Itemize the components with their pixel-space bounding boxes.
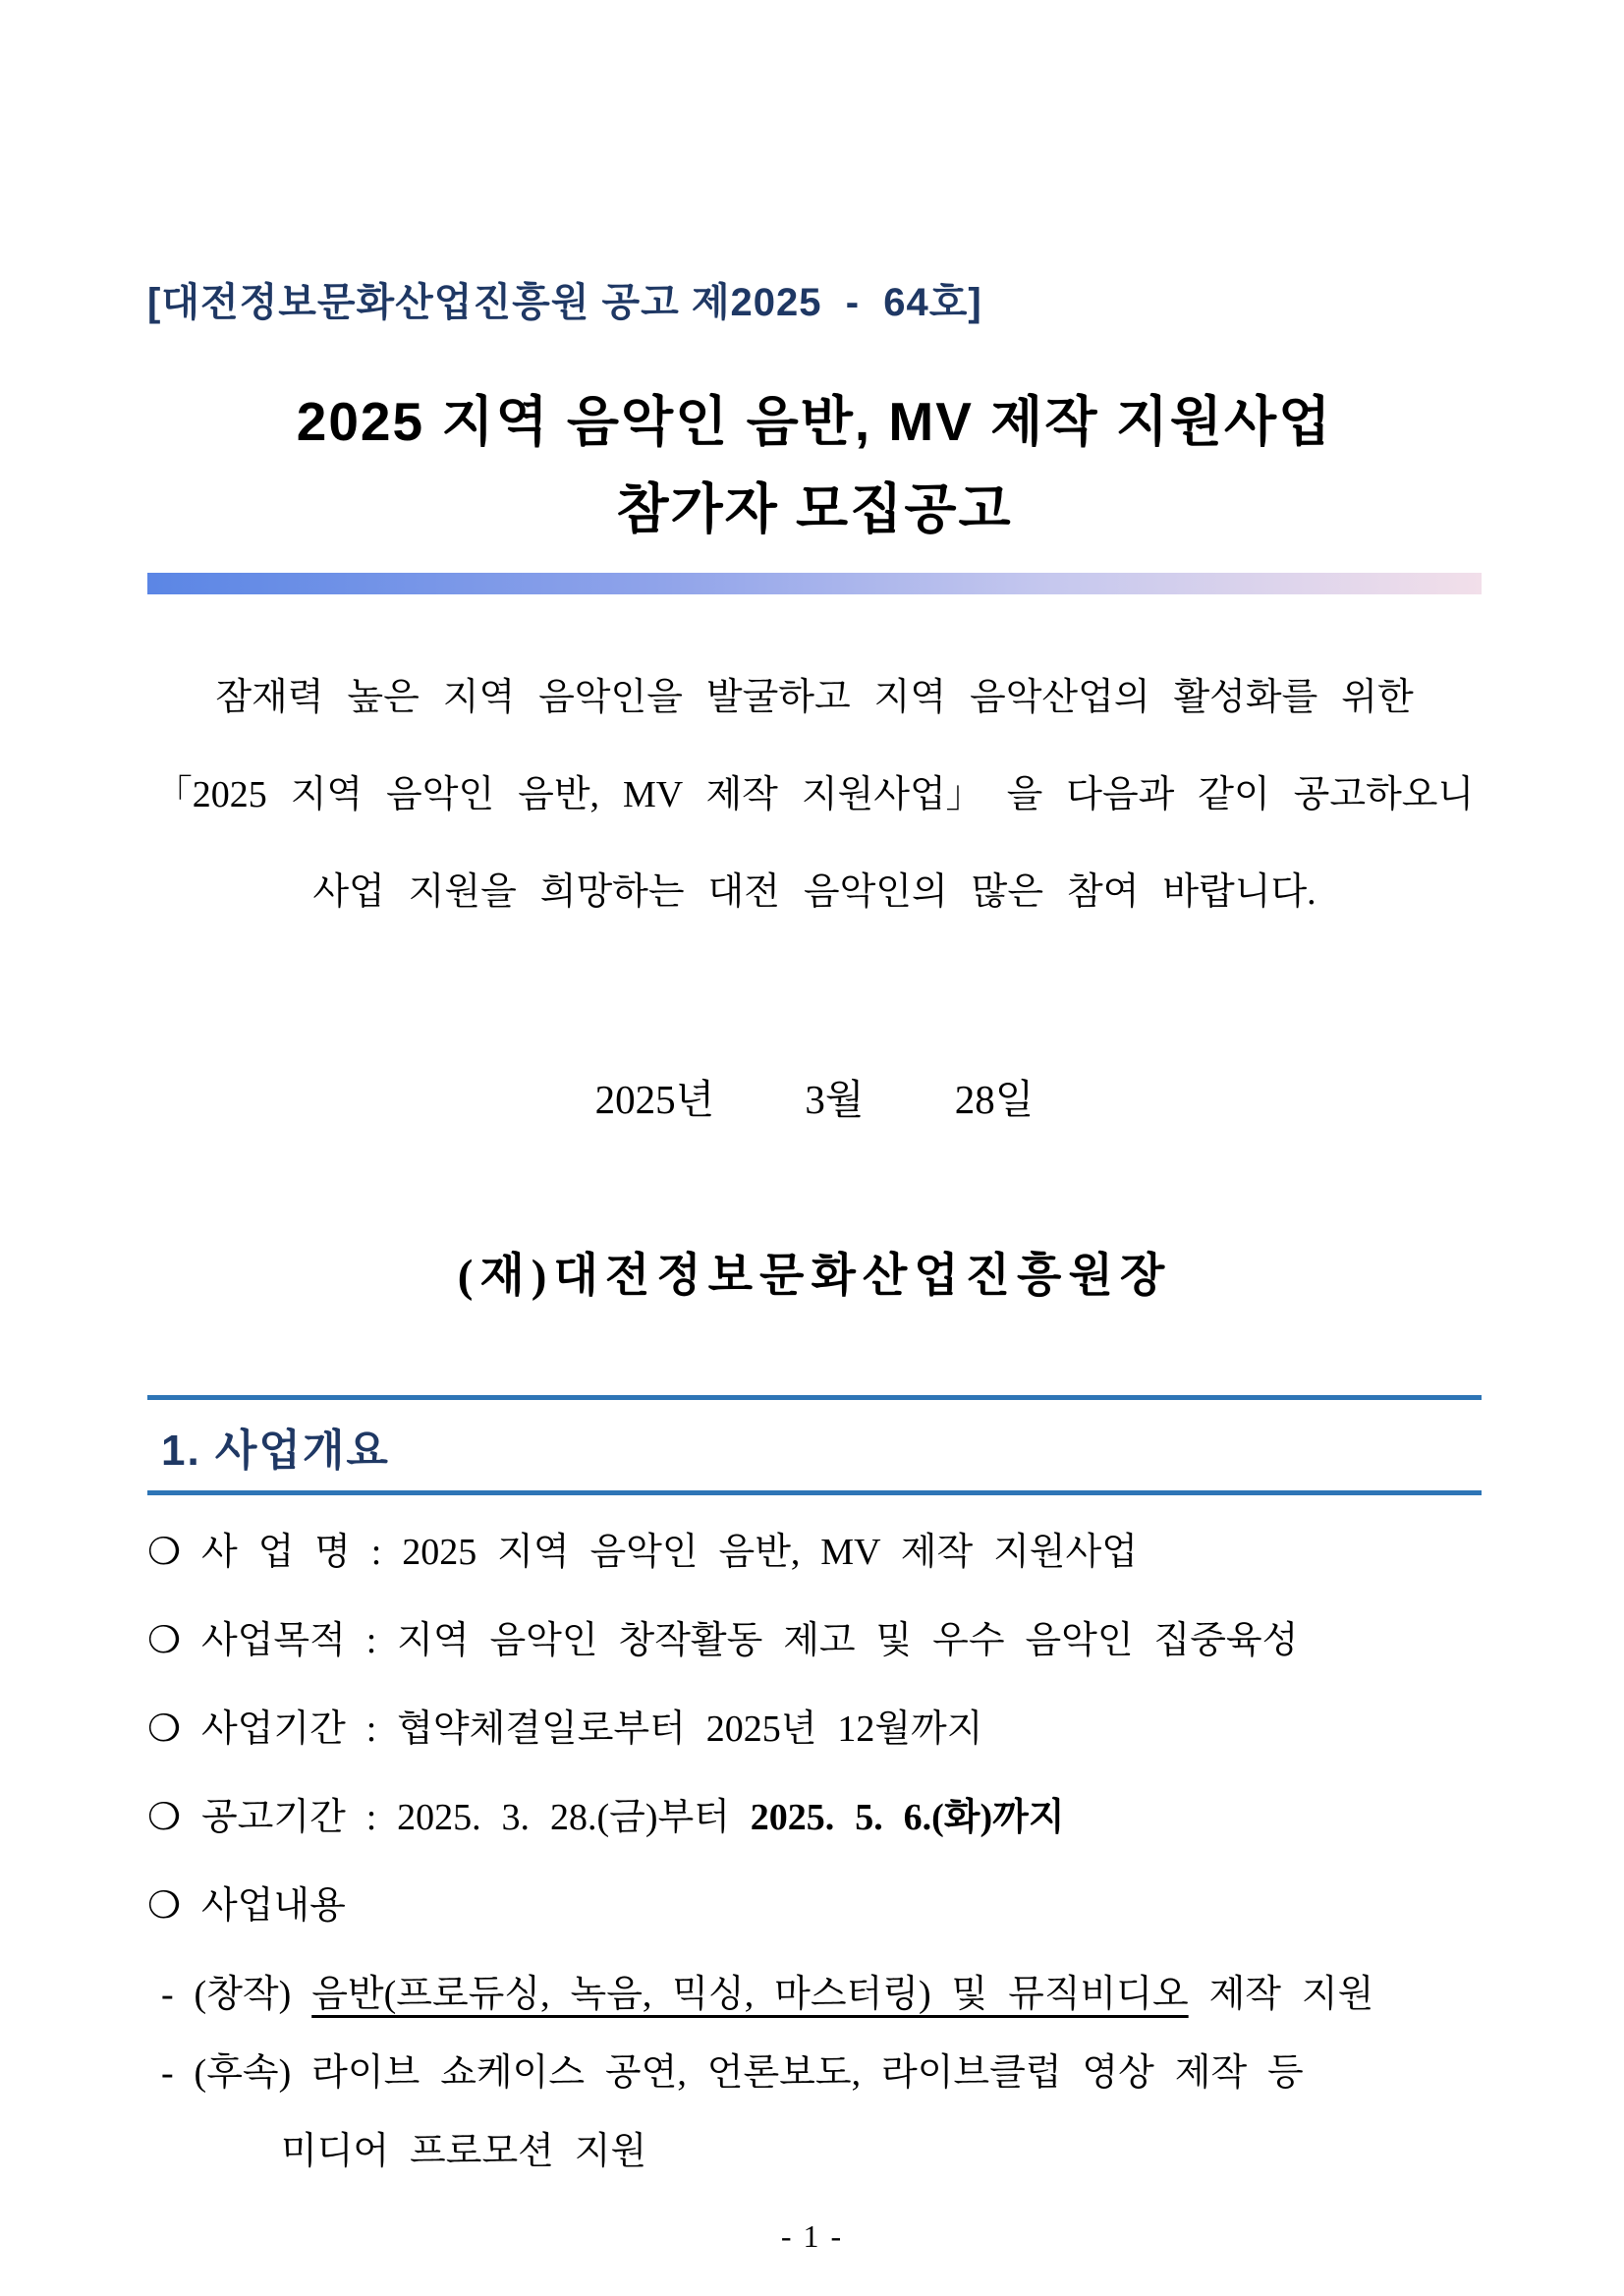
intro-line2: 「2025 지역 음악인 음반, MV 제작 지원사업」 을 다음과 같이 공고하오니: [154, 773, 1475, 815]
announcement-date: 2025년 3월 28일: [594, 1076, 1035, 1122]
list-subitem-followup-continuation: 미디어 프로모션 지원: [281, 2130, 647, 2172]
document-title: [147, 378, 1482, 553]
creation-prefix: - (창작): [161, 1973, 312, 2015]
document-title-line2: 참가자 모집공고: [616, 478, 1013, 540]
page-number: - 1 -: [780, 2218, 844, 2254]
issuer-signature: (재)대전정보문화산업진흥원장: [457, 1250, 1172, 1302]
title-gradient-bar: [147, 573, 1482, 594]
list-item-notice-period: [147, 1794, 1482, 1841]
notice-period-text: ❍ 공고기간 : 2025. 3. 28.(금)부터: [147, 1796, 751, 1838]
intro-paragraph: [147, 649, 1482, 940]
notice-period-deadline: 2025. 5. 6.(화)까지: [750, 1796, 1065, 1838]
overview-list: [147, 1529, 1482, 2175]
document-title-line1: 2025 지역 음악인 음반, MV 제작 지원사업: [296, 391, 1333, 452]
section-heading-overview: 1. 사업개요: [147, 1395, 1482, 1495]
list-item-project-period: ❍ 사업기간 : 협약체결일로부터 2025년 12월까지: [147, 1708, 983, 1750]
list-subitem-creation: [161, 1971, 1482, 2018]
intro-line1: 잠재력 높은 지역 음악인을 발굴하고 지역 음악산업의 활성화를 위한: [215, 677, 1414, 719]
list-item-project-name: ❍ 사 업 명 : 2025 지역 음악인 음반, MV 제작 지원사업: [147, 1531, 1138, 1573]
intro-line3: 사업 지원을 희망하는 대전 음악인의 많은 참여 바랍니다.: [312, 870, 1316, 913]
notice-number: [대전정보문화산업진흥원 공고 제2025 - 64호]: [147, 281, 982, 324]
list-item-project-purpose: ❍ 사업목적 : 지역 음악인 창작활동 제고 및 우수 음악인 집중육성: [147, 1619, 1299, 1661]
list-item-project-content: ❍ 사업내용: [147, 1884, 346, 1927]
creation-underlined-scope: 음반(프로듀싱, 녹음, 믹싱, 마스터링) 및 뮤직비디오: [311, 1973, 1189, 2015]
list-subitem-followup: - (후속) 라이브 쇼케이스 공연, 언론보도, 라이브클럽 영상 제작 등: [161, 2051, 1304, 2094]
creation-suffix: 제작 지원: [1188, 1973, 1374, 2015]
